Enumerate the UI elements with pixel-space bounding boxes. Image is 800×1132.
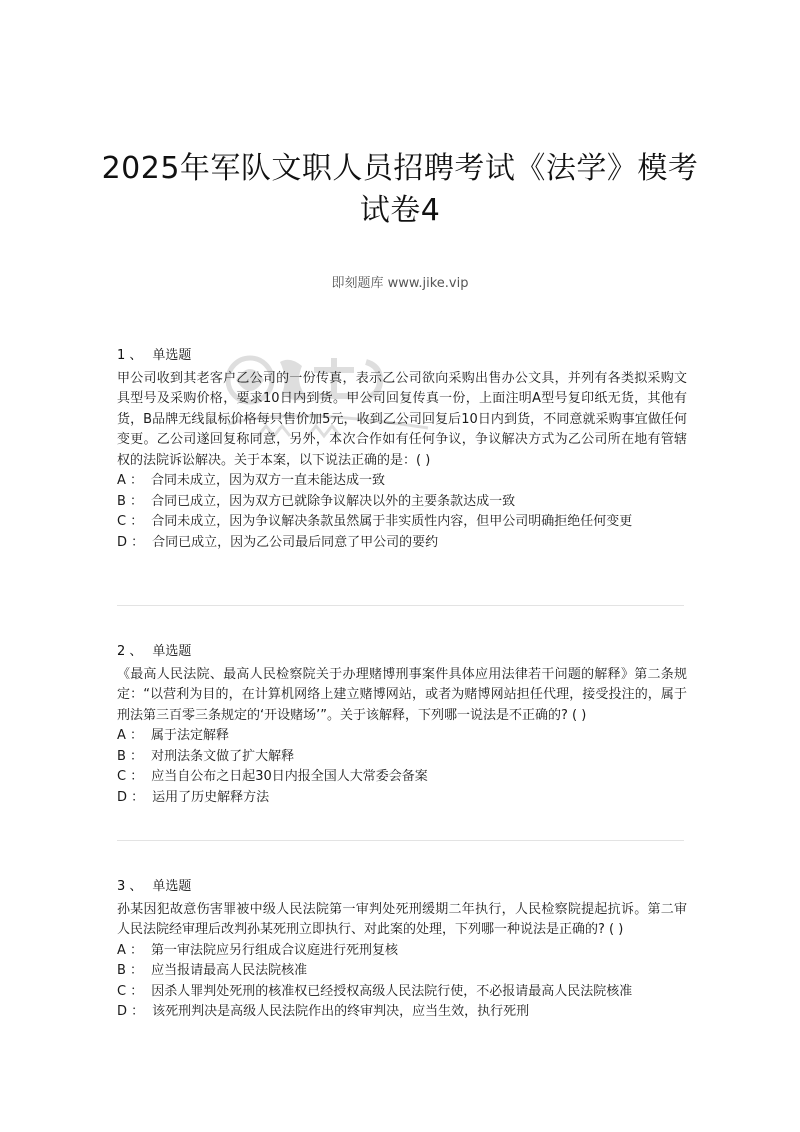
- option-text: 合同已成立，因为乙公司最后同意了甲公司的要约: [152, 534, 439, 550]
- option-a[interactable]: [117, 726, 687, 747]
- question-number: 2 、: [117, 644, 143, 659]
- option-d[interactable]: [117, 533, 687, 554]
- question-divider: [117, 840, 684, 841]
- option-label: A ：: [117, 473, 144, 488]
- document-title-line1: 2025年军队文职人员招聘考试《法学》模考: [101, 151, 699, 186]
- option-c[interactable]: [117, 512, 687, 533]
- option-text: 应当报请最高人民法院核准: [151, 963, 308, 978]
- question-stem: 《最高人民法院、最高人民检察院关于办理赌博刑事案件具体应用法律若干问题的解释》第二条规定：“以营利为目的，在计算机网络上建立赌博网站，或者为赌博网站担任代理，接受投注的，属于刑法第三百零三条规定的‘开设赌场’”。关于该解释，下列哪一说法是不正确的? ( ): [117, 666, 687, 723]
- option-text: 运用了历史解释方法: [152, 789, 270, 805]
- option-label: B ：: [117, 493, 144, 509]
- option-text: 对刑法条文做了扩大解释: [151, 748, 295, 764]
- question-type: 单选题: [152, 644, 192, 659]
- option-text: 合同已成立，因为双方已就除争议解决以外的主要条款达成一致: [151, 493, 516, 509]
- option-d[interactable]: [117, 788, 687, 809]
- option-b[interactable]: [117, 961, 687, 982]
- option-label: A ：: [117, 942, 144, 958]
- question-number: 1 、: [117, 348, 143, 363]
- document-source: 即刻题库 www.jike.vip: [331, 276, 469, 291]
- option-c[interactable]: [117, 767, 687, 788]
- option-label: C ：: [117, 514, 144, 529]
- option-label: D ：: [117, 534, 145, 550]
- option-d[interactable]: [117, 1002, 687, 1023]
- option-text: 第一审法院应另行组成合议庭进行死刑复核: [151, 942, 399, 958]
- option-b[interactable]: [117, 747, 687, 768]
- document-title: [100, 148, 700, 232]
- option-label: C ：: [117, 983, 144, 999]
- question-1: [117, 346, 687, 553]
- option-label: D ：: [117, 1004, 145, 1019]
- option-label: B ：: [117, 963, 144, 978]
- question-2: [117, 642, 687, 808]
- question-stem: 甲公司收到其老客户乙公司的一份传真，表示乙公司欲向采购出售办公文具，并列有各类拟采购文具型号及采购价格，要求10日内到货。甲公司回复传真一份，上面注明A型号复印纸无货，其他有货，B品牌无线鼠标价格每只售价加5元，收到乙公司回复后10日内到货，不同意就采购事宜做任何变更。乙公司遂回复称同意，另外，本次合作如有任何争议，争议解决方式为乙公司所在地有管辖权的法院诉讼解决。关于本案，以下说法正确的是：( ): [117, 370, 687, 468]
- question-header: [117, 642, 687, 663]
- option-text: 应当自公布之日起30日内报全国人大常委会备案: [151, 769, 428, 784]
- option-a[interactable]: [117, 941, 687, 962]
- option-label: A ：: [117, 728, 144, 743]
- question-divider: [117, 605, 684, 606]
- question-3: [117, 877, 687, 1023]
- option-text: 该死刑判决是高级人民法院作出的终审判决，应当生效，执行死刑: [152, 1004, 530, 1019]
- question-type: 单选题: [152, 348, 192, 363]
- option-a[interactable]: [117, 471, 687, 492]
- question-header: [117, 877, 687, 898]
- option-text: 合同未成立，因为争议解决条款虽然属于非实质性内容，但甲公司明确拒绝任何变更: [151, 514, 633, 529]
- option-c[interactable]: [117, 982, 687, 1003]
- option-b[interactable]: [117, 492, 687, 513]
- option-label: B ：: [117, 748, 144, 764]
- option-text: 因杀人罪判处死刑的核准权已经授权高级人民法院行使，不必报请最高人民法院核准: [151, 983, 633, 999]
- question-header: [117, 346, 687, 367]
- option-text: 合同未成立，因为双方一直未能达成一致: [151, 473, 386, 488]
- document-title-line2: 试卷4: [359, 193, 441, 228]
- option-text: 属于法定解释: [151, 728, 230, 743]
- option-label: D ：: [117, 789, 145, 805]
- option-label: C ：: [117, 769, 144, 784]
- question-stem: 孙某因犯故意伤害罪被中级人民法院第一审判处死刑缓期二年执行，人民检察院提起抗诉。第二审人民法院经审理后改判孙某死刑立即执行、对此案的处理，下列哪一种说法是正确的? ( ): [117, 901, 687, 937]
- question-number: 3 、: [117, 879, 143, 894]
- question-type: 单选题: [152, 879, 192, 894]
